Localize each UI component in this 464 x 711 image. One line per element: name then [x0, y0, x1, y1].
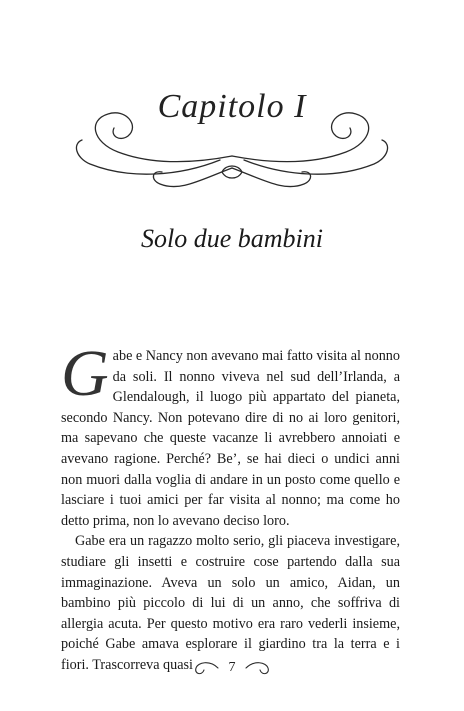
paragraph-text: abe e Nancy non avevano mai fatto visita al nonno da soli. Il nonno viveva nel sud dell’Irlanda, a Glendalough, il luogo più appartato del pianeta, secondo Nancy. Non potevano dire di no ai loro genitori, ma sapevano che queste vacanze li avrebbero annoiati e avevano ragione. Perché? Be’, se hai dieci o undici anni non muori dalla voglia di andare in un posto come quello e lasciare i tuoi amici per far visita al nonno; ma come ho detto prima, non lo avevano deciso loro. [61, 348, 400, 529]
page-footer [0, 658, 464, 682]
chapter-title: Capitolo I [157, 88, 307, 125]
paragraph [61, 337, 400, 531]
body-text [61, 337, 400, 676]
page-number: 7 [228, 660, 236, 675]
section-title: Solo due bambini [141, 224, 323, 253]
paragraph: Gabe era un ragazzo molto serio, gli piaceva investigare, studiare gli insetti e costruire cose partendo dalla sua immaginazione. Aveva un solo un amico, Aidan, un bambino più piccolo di lui di un anno, che soffriva di allergia acuta. Per questo motivo era raro vederli insieme, poiché Gabe amava esplorare il giardino tra la terra e i fiori. Trascorreva quasi [61, 533, 400, 673]
drop-cap: G [61, 337, 109, 410]
chapter-heading [70, 60, 394, 200]
flourish-ornament-icon [70, 60, 394, 200]
